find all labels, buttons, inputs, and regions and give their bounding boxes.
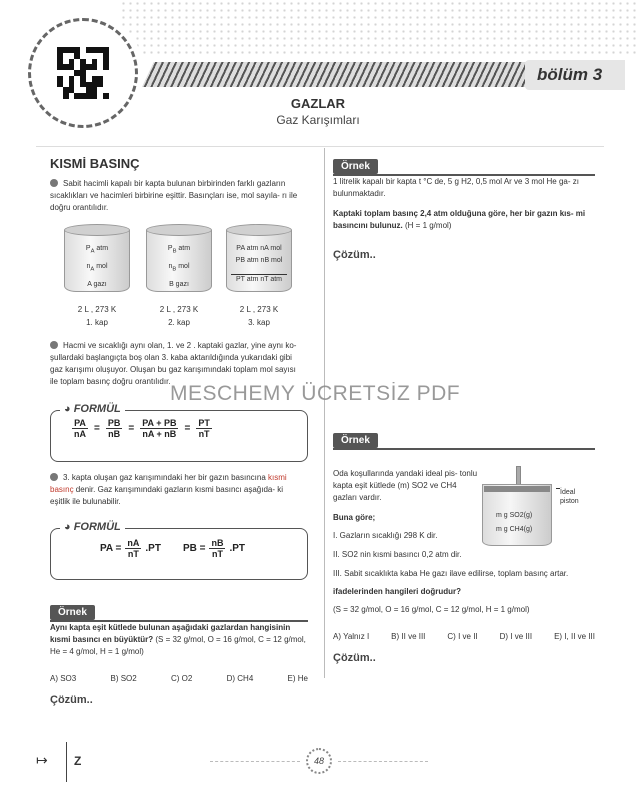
- choice-b[interactable]: B) II ve III: [391, 632, 426, 641]
- formula-1-term-d: $\frac{PT}{nT}$: [198, 418, 210, 439]
- formula-label-2: ◕ FORMÜL: [60, 521, 125, 533]
- container-3-condition: 2 L , 273 K: [239, 305, 279, 314]
- choice-e[interactable]: E) He: [287, 674, 308, 683]
- bullet-paragraph-2: [50, 340, 305, 388]
- choice-a[interactable]: A) SO3: [50, 674, 77, 683]
- choice-c[interactable]: C) I ve II: [447, 632, 478, 641]
- answer-choices-right: [333, 632, 595, 641]
- choice-e[interactable]: E) I, II ve III: [554, 632, 595, 641]
- answer-choices-left: [50, 674, 308, 683]
- qr-code-icon: [57, 47, 109, 99]
- container-3: [226, 224, 292, 294]
- formula-label-1: ◕ FORMÜL: [60, 403, 125, 415]
- column-divider: [324, 148, 325, 678]
- page-title: GAZLAR: [290, 96, 346, 111]
- example-question-left: Aynı kapta eşit kütlede bulunan aşağıdaki gazlardan hangisinin kısmi basıncı en büyüktür? (S = 32 g/mol, O = 16 g/mol, C = 12 g/mol, He = 4 g/mol, H = 1 g/mol): [50, 623, 306, 656]
- example-header-right-2: [333, 430, 595, 450]
- footer-line-left: [210, 761, 300, 762]
- footer-logo: Z: [74, 754, 82, 768]
- example-2-question: ifadelerinden hangileri doğrudur?: [333, 587, 462, 596]
- example-tag: Örnek: [333, 159, 378, 174]
- example-header-left: [50, 602, 308, 622]
- solution-label-left: Çözüm..: [50, 694, 93, 706]
- qr-code-badge[interactable]: [28, 18, 138, 128]
- example-1-text: 1 litrelik kapalı bir kapta t °C de, 5 g H2, 0,5 mol Ar ve 3 mol He ga- zı bulunmaktadır.: [333, 177, 579, 198]
- container-2-pressure: $P_B$ atm: [167, 245, 191, 255]
- bullet-2-text: Hacmi ve sıcaklığı aynı olan, 1. ve 2 . kaptaki gazlar, yine aynı ko- şullardaki başlangıçta boş olan 3. kaba aktarıldığında yukarıdaki gibi gaz karışımı oluşuyor. Oluşan bu gaz karışımındaki toplam mol sayısı ile toplam basınç doğru orantılıdır.: [50, 341, 297, 386]
- bullet-paragraph-1: [50, 178, 305, 214]
- example-1-question: Kaptaki toplam basınç 2,4 atm olduğuna göre, her bir gazın kıs- mi basıncını bulunuz. (H = 1 g/mol): [333, 209, 586, 230]
- formula-1-term-c: $\frac{PA + PB}{nA + nB}$: [142, 418, 177, 439]
- container-2: [146, 224, 212, 294]
- example-tag: Örnek: [333, 433, 378, 448]
- container-1-moles: $n_A$ mol: [86, 263, 108, 273]
- container-1-label: 1. kap: [86, 318, 108, 327]
- footer-divider: [66, 742, 67, 782]
- example-2-given: (S = 32 g/mol, O = 16 g/mol, C = 12 g/mol, H = 1 g/mol): [333, 605, 530, 614]
- container-2-label: 2. kap: [168, 318, 190, 327]
- container-2-condition: 2 L , 273 K: [159, 305, 199, 314]
- header-dot-pattern: [120, 0, 637, 58]
- solution-label-right-2: Çözüm..: [333, 652, 376, 664]
- header-hatch-bar: [142, 62, 532, 87]
- header-divider: [36, 146, 604, 147]
- statement-3: III. Sabit sıcaklıkta kaba He gazı ilave edilirse, toplam basınç artar.: [333, 569, 569, 578]
- bullet-icon: [50, 341, 58, 349]
- statement-1: I. Gazların sıcaklığı 298 K dir.: [333, 531, 438, 540]
- example-2-text: Oda koşullarında yandaki ideal pis- tonlu kapta eşit kütlede (m) SO2 ve CH4 gazları vardır.: [333, 469, 478, 502]
- choice-c[interactable]: C) O2: [171, 674, 193, 683]
- page-heading: [248, 96, 388, 127]
- container-1: [64, 224, 130, 294]
- example-tag: Örnek: [50, 605, 95, 620]
- bullet-paragraph-3: 3. kapta oluşan gaz karışımındaki her bir gazın basıncına kısmi basınç denir. Gaz karışımındaki gazların kısmi basıncı aşağıda- ki eşitlik ile bulunabilir.: [50, 473, 287, 506]
- container-1-pressure: $P_A$ atm: [85, 245, 109, 255]
- bullet-icon: [50, 473, 58, 481]
- gas-label-ch4: m g CH4(g): [496, 526, 533, 533]
- choice-b[interactable]: B) SO2: [110, 674, 137, 683]
- footer-line-right: [338, 761, 428, 762]
- gas-label-so2: m g SO2(g): [496, 512, 533, 519]
- container-2-gas: B gazı: [169, 281, 189, 288]
- footer-brand-icon: ↦: [36, 752, 48, 768]
- bullet-icon: [50, 179, 58, 187]
- piston-label: İdeal piston: [560, 489, 579, 505]
- container-3-row-b: PB atm nB mol: [235, 257, 283, 264]
- solution-label-right-1: Çözüm..: [333, 249, 376, 261]
- page-subtitle: Gaz Karışımları: [276, 113, 360, 127]
- container-1-condition: 2 L , 273 K: [77, 305, 117, 314]
- example-header-right-1: [333, 156, 595, 176]
- formula-1: $\frac{PA}{nA}$ = $\frac{PB}{nB}$ = $\frac{PA + PB}{nA + nB}$ = $\frac{PT}{nT}$: [74, 418, 210, 439]
- bullet-1-text: Sabit hacimli kapalı bir kapta bulunan birbirinden farklı gazların sıcaklıkları ve hacimleri birbirine eşittir. Basınçları ise, mol sayıla- rı ile doğru orantılıdır.: [50, 179, 298, 212]
- chapter-label: bölüm 3: [525, 60, 625, 90]
- container-3-label: 3. kap: [248, 318, 270, 327]
- choice-d[interactable]: D) CH4: [226, 674, 254, 683]
- watermark: MESCHEMY ÜCRETSİZ PDF: [170, 382, 461, 405]
- page-number: 48: [306, 748, 332, 774]
- container-3-row-total: PT atm nT atm: [231, 274, 287, 284]
- highlight-kismi-basinc: kısmi basınç: [50, 473, 287, 494]
- container-1-gas: A gazı: [87, 281, 107, 288]
- statement-2: II. SO2 nin kısmi basıncı 0,2 atm dir.: [333, 550, 462, 559]
- buna-gore: Buna göre;: [333, 513, 376, 522]
- container-2-moles: $n_B$ mol: [168, 263, 190, 273]
- container-3-row-a: PA atm nA mol: [236, 245, 282, 252]
- section-title: KISMİ BASINÇ: [50, 156, 140, 171]
- formula-1-term-a: $\frac{PA}{nA}$: [74, 418, 86, 439]
- choice-d[interactable]: D) I ve III: [499, 632, 533, 641]
- choice-a[interactable]: A) Yalnız I: [333, 632, 370, 641]
- formula-1-term-b: $\frac{PB}{nB}$: [107, 418, 121, 439]
- formula-2: PA = $\frac{nA}{nT}$ .PT PB = $\frac{nB}{nT}$ .PT: [100, 538, 246, 559]
